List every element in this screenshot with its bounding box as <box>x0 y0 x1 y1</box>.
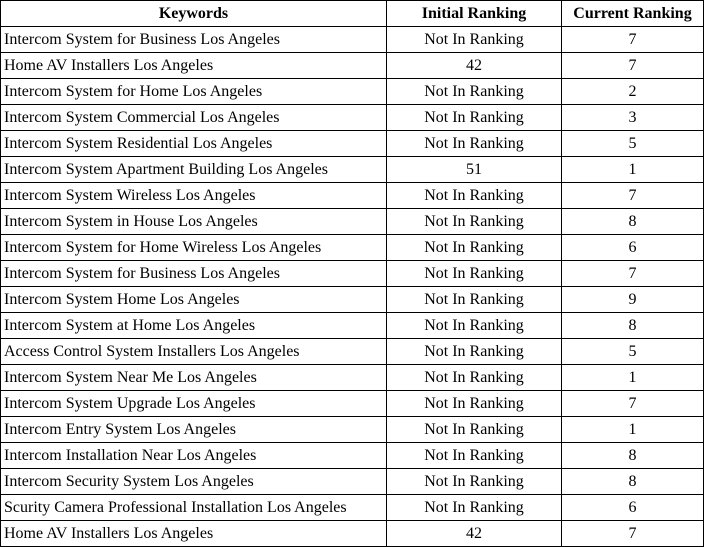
table-row <box>1 443 704 469</box>
current-ranking-cell: 6 <box>562 235 704 261</box>
table-row <box>1 209 704 235</box>
table-row <box>1 79 704 105</box>
table-row <box>1 469 704 495</box>
keyword-cell: Access Control System Installers Los Angeles <box>1 339 387 365</box>
table-row <box>1 53 704 79</box>
table-row <box>1 27 704 53</box>
keyword-cell: Intercom System Apartment Building Los Angeles <box>1 157 387 183</box>
keyword-cell: Intercom Installation Near Los Angeles <box>1 443 387 469</box>
initial-ranking-cell: Not In Ranking <box>387 105 562 131</box>
header-initial-ranking: Initial Ranking <box>387 1 562 27</box>
table-row <box>1 261 704 287</box>
initial-ranking-cell: Not In Ranking <box>387 209 562 235</box>
initial-ranking-cell: Not In Ranking <box>387 261 562 287</box>
current-ranking-cell: 7 <box>562 261 704 287</box>
current-ranking-cell: 7 <box>562 391 704 417</box>
initial-ranking-cell: 42 <box>387 53 562 79</box>
keyword-cell: Intercom System for Business Los Angeles <box>1 261 387 287</box>
current-ranking-cell: 5 <box>562 131 704 157</box>
keyword-cell: Home AV Installers Los Angeles <box>1 53 387 79</box>
current-ranking-cell: 7 <box>562 521 704 547</box>
initial-ranking-cell: Not In Ranking <box>387 313 562 339</box>
table-row <box>1 183 704 209</box>
initial-ranking-cell: Not In Ranking <box>387 391 562 417</box>
initial-ranking-cell: Not In Ranking <box>387 417 562 443</box>
current-ranking-cell: 8 <box>562 469 704 495</box>
table-row <box>1 339 704 365</box>
keyword-cell: Home AV Installers Los Angeles <box>1 521 387 547</box>
table-row <box>1 391 704 417</box>
table-body <box>1 27 704 547</box>
keyword-cell: Intercom System Near Me Los Angeles <box>1 365 387 391</box>
table-row <box>1 495 704 521</box>
table-row <box>1 157 704 183</box>
initial-ranking-cell: Not In Ranking <box>387 339 562 365</box>
current-ranking-cell: 2 <box>562 79 704 105</box>
keyword-cell: Intercom Entry System Los Angeles <box>1 417 387 443</box>
keyword-cell: Scurity Camera Professional Installation Los Angeles <box>1 495 387 521</box>
keyword-cell: Intercom Security System Los Angeles <box>1 469 387 495</box>
current-ranking-cell: 8 <box>562 443 704 469</box>
table-row <box>1 287 704 313</box>
initial-ranking-cell: Not In Ranking <box>387 287 562 313</box>
keyword-cell: Intercom System at Home Los Angeles <box>1 313 387 339</box>
current-ranking-cell: 1 <box>562 157 704 183</box>
table-header-row <box>1 1 704 27</box>
keyword-cell: Intercom System for Business Los Angeles <box>1 27 387 53</box>
initial-ranking-cell: 51 <box>387 157 562 183</box>
header-keywords: Keywords <box>1 1 387 27</box>
initial-ranking-cell: Not In Ranking <box>387 183 562 209</box>
keyword-cell: Intercom System for Home Los Angeles <box>1 79 387 105</box>
initial-ranking-cell: Not In Ranking <box>387 235 562 261</box>
current-ranking-cell: 8 <box>562 209 704 235</box>
initial-ranking-cell: Not In Ranking <box>387 27 562 53</box>
keyword-cell: Intercom System in House Los Angeles <box>1 209 387 235</box>
initial-ranking-cell: Not In Ranking <box>387 495 562 521</box>
current-ranking-cell: 3 <box>562 105 704 131</box>
keyword-cell: Intercom System Home Los Angeles <box>1 287 387 313</box>
table-row <box>1 417 704 443</box>
current-ranking-cell: 7 <box>562 27 704 53</box>
current-ranking-cell: 5 <box>562 339 704 365</box>
current-ranking-cell: 6 <box>562 495 704 521</box>
initial-ranking-cell: Not In Ranking <box>387 365 562 391</box>
initial-ranking-cell: Not In Ranking <box>387 443 562 469</box>
initial-ranking-cell: 42 <box>387 521 562 547</box>
keyword-cell: Intercom System Wireless Los Angeles <box>1 183 387 209</box>
current-ranking-cell: 8 <box>562 313 704 339</box>
keyword-cell: Intercom System Residential Los Angeles <box>1 131 387 157</box>
table-row <box>1 313 704 339</box>
table-row <box>1 105 704 131</box>
keyword-cell: Intercom System for Home Wireless Los Angeles <box>1 235 387 261</box>
initial-ranking-cell: Not In Ranking <box>387 469 562 495</box>
initial-ranking-cell: Not In Ranking <box>387 131 562 157</box>
current-ranking-cell: 1 <box>562 417 704 443</box>
current-ranking-cell: 7 <box>562 183 704 209</box>
table-row <box>1 131 704 157</box>
current-ranking-cell: 1 <box>562 365 704 391</box>
table-row <box>1 365 704 391</box>
current-ranking-cell: 9 <box>562 287 704 313</box>
current-ranking-cell: 7 <box>562 53 704 79</box>
initial-ranking-cell: Not In Ranking <box>387 79 562 105</box>
header-current-ranking: Current Ranking <box>562 1 704 27</box>
table-row <box>1 235 704 261</box>
table-row <box>1 521 704 547</box>
keyword-cell: Intercom System Commercial Los Angeles <box>1 105 387 131</box>
keyword-cell: Intercom System Upgrade Los Angeles <box>1 391 387 417</box>
